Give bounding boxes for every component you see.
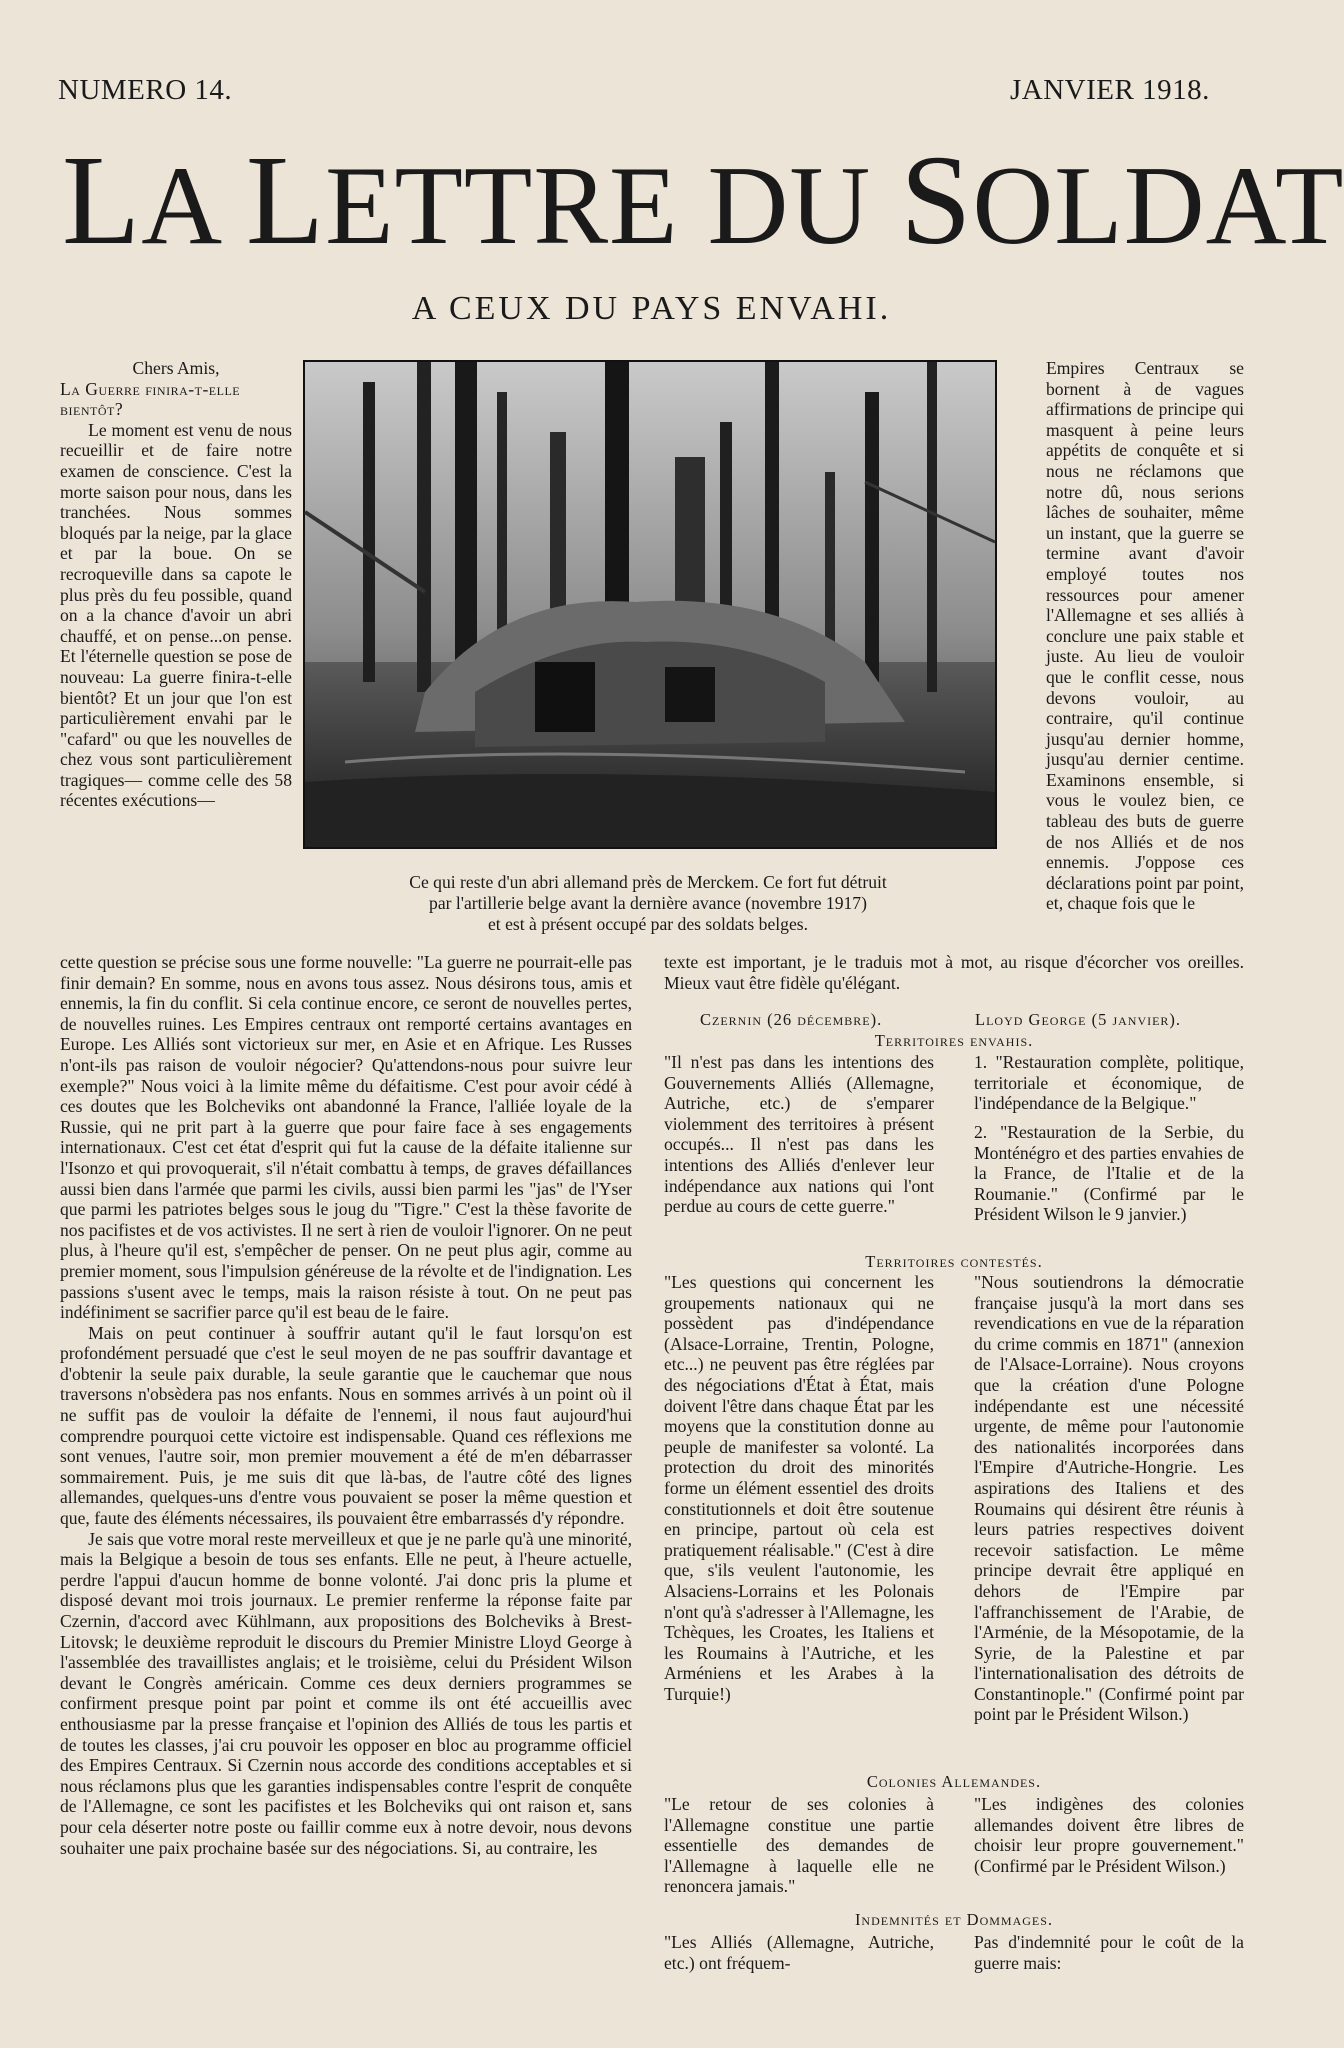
lloyd-contested-territories: "Nous soutiendrons la démocratie française jusqu'à la mort dans ses revendications en vue de la réparation du crime commis en 1871" (annexion de l'Alsace-Lorraine). Nous croyons que la création d'une Pologne indépendante est une nécessité urgente, de même pour l'autonomie des nationalités incorporées dans l'Empire d'Autriche-Hongrie. Les aspirations des Italiens et des Roumains qui désirent être réunis à leurs patries respectives doivent recevoir satisfaction. Le même principe devrait être appliqué en dehors de l'Empire par l'affranchissement de l'Arabie, de l'Arménie, de la Mésopotamie, de la Syrie, de la Palestine et par l'internationalisation des détroits de Constantinople." (Confirmé point par point par le Président Wilson.) [974, 1272, 1244, 1725]
newspaper-subtitle: A CEUX DU PAYS ENVAHI. [411, 290, 892, 327]
lloyd-indemnities: Pas d'indemnité pour le coût de la guerre mais: [974, 1932, 1244, 1973]
left-column [60, 358, 292, 811]
section-heading: La Guerre finira-t-elle bientôt? [60, 378, 241, 420]
issue-number: NUMERO 14. [58, 74, 233, 106]
photo-caption [303, 872, 993, 935]
right-column-top: Empires Centraux se bornent à de vagues affirmations de principe qui masquent à peine leurs appétits de conquête et si nous ne réclamons que notre dû, nous serions lâches de souhaiter, même un instant, que la guerre se termine avant d'avoir employé toutes nos ressources pour amener l'Allemagne et ses alliés à conclure une paix stable et juste. Au lieu de vouloir que le conflit cesse, nous devons vouloir, au contraire, qu'il continue jusqu'au dernier homme, jusqu'au dernier centime. Examinons ensemble, si vous le voulez bien, ce tableau des buts de guerre de nos Alliés et de nos ennemis. J'oppose ces déclarations point par point, et, chaque fois que le [1046, 358, 1244, 914]
czernin-heading: Czernin (26 décembre). [700, 1010, 883, 1029]
lloyd-point-1: 1. "Restauration complète, politique, territoriale et économique, de l'indépendance de la Belgique." [974, 1052, 1244, 1114]
lloyd-colonies: "Les indigènes des colonies allemandes doivent être libres de choisir leur propre gouvernement." (Confirmé par le Président Wilson.) [974, 1794, 1244, 1876]
caption-line: par l'artillerie belge avant la dernière avance (novembre 1917) [429, 893, 867, 913]
caption-line: et est à présent occupé par des soldats belges. [488, 914, 808, 934]
czernin-occupied-territories: "Il n'est pas dans les intentions des Gouvernements Alliés (Allemagne, Autriche, etc.) de s'emparer violemment des territoires à présent occupés... Il n'est pas dans les intentions des Alliés d'enlever leur indépendance aux nations qui l'ont perdue au cours de cette guerre." [664, 1052, 934, 1217]
czernin-indemnities: "Les Alliés (Allemagne, Autriche, etc.) ont fréquem- [664, 1932, 934, 1973]
paragraph: Je sais que votre moral reste merveilleux et que je ne parle qu'à une minorité, mais la Belgique a besoin de tous ses enfants. Elle ne peut, à l'heure actuelle, perdre l'appui d'aucun homme de bonne volonté. J'ai donc pris la plume et disposé devant moi trois journaux. Le premier renferme la réponse faite par Czernin, d'accord avec Kühlmann, aux propositions des Bolcheviks à Brest-Litovsk; le deuxième reproduit le discours du Premier Ministre Lloyd George à l'assemblée des travaillistes anglais; et le troisième, celui du Président Wilson devant le Congrès américain. Comme ces deux derniers programmes se confirment presque point par point et comme ils ont été accueillis avec enthousiasme par la presse française et l'opinion des Alliés de tous les partis et de toutes les classes, j'ai cru pouvoir les opposer en bloc au programme officiel des Empires Centraux. Si Czernin nous accorde des conditions acceptables et si nous réclamons plus que les garanties indispensables contre l'esprit de conquête de l'Allemagne, ce sont les pacifistes et les Bolcheviks qui ont raison et, sans pour cela déserter notre poste ou faillir comme eux à notre devoir, nous devons souhaiter une paix prochaine basée sur des négociations. Si, au contraire, les [60, 1528, 632, 1858]
section-indemnites-dommages: Indemnités et Dommages. [854, 1910, 1054, 1929]
paragraph: cette question se précise sous une forme nouvelle: "La guerre ne pourrait-elle pas finir demain? En somme, nous en avons tous assez. Nous désirons tous, amis et ennemis, la fin du conflit. Si cela continue encore, ce seront de nouvelles pertes, de nouvelles ruines. Les Empires centraux ont remporté certains avantages en Europe. Les Alliés sont victorieux sur mer, en Asie et en Afrique. Les Russes n'ont-ils pas raison de vouloir négocier? Qu'attendons-nous pour suivre leur exemple?" Nous voici à la limite même du défaitisme. C'est pour avoir cédé à ces doutes que les Bolcheviks ont abandonné la France, l'alliée loyale de la Russie, qui ne prit part à la guerre que pour faire face à ses engagements internationaux. C'est cet état d'esprit qui fut la cause de la défaite italienne sur l'Isonzo et qui provoquerait, s'il n'était combattu à temps, de graves défaillances aussi bien dans l'armée que parmi les civils, aussi bien parmi les "jas" de l'Yser que parmi les patriotes belges sous le joug du "Tigre." C'est la thèse favorite de nos pacifistes et de vos activistes. Il ne sert à rien de vouloir l'ignorer. On ne peut plus, à l'heure qu'il est, s'empêcher de penser. On ne peut plus agir, comme au premier moment, sous l'impulsion généreuse de la révolte et de l'indignation. Les passions s'usent avec le temps, mais la raison résiste à tout. On ne peut pas indéfiniment se sacrifier parce qu'il est beau de le faire. [60, 952, 632, 1323]
bunker-photo-illustration [305, 362, 995, 847]
czernin-colonies: "Le retour de ses colonies à l'Allemagne constitue une partie essentielle des demandes de l'Allemagne à laquelle elle ne renoncera jamais." [664, 1794, 934, 1897]
photo-destroyed-bunker [303, 360, 997, 849]
intro-paragraph: Le moment est venu de nous recueillir et de faire notre examen de conscience. C'est la morte saison pour nous, dans les tranchées. Nous sommes bloqués par la neige, par la glace et par la boue. On se recroqueville dans sa capote le plus près du feu possible, quand on a la chance d'avoir un abri chauffé, et on pense...on pense. Et l'éternelle question se pose de nouveau: La guerre finira-t-elle bientôt? Et un jour que l'on est particulièrement envahi par le "cafard" ou que les nouvelles de chez vous sont particulièrement tragiques— comme celle des 58 récentes exécutions— [60, 419, 292, 811]
section-colonies-allemandes: Colonies Allemandes. [866, 1772, 1042, 1791]
newspaper-title: LA LETTRE DU SOLDAT [62, 129, 1344, 271]
czernin-contested-territories: "Les questions qui concernent les groupements nationaux qui ne possèdent pas d'indépendance (Alsace-Lorraine, Trentin, Pologne, etc...) ne peuvent pas être réglées par des négociations d'État à État, mais doivent l'être dans chaque État par les moyens que la constitution donne au peuple de manifester sa volonté. La protection du droit des minorités forme un élément essentiel des droits constitutionnels et doit être soutenue en principe, partout où cela est pratiquement réalisable." (C'est à dire que, s'ils veulent l'autonomie, les Alsaciens-Lorrains et les Polonais n'ont qu'à s'adresser à l'Allemagne, les Tchèques, les Croates, les Italiens et les Roumains à l'Autriche, et les Arméniens et les Arabes à la Turquie!) [664, 1272, 934, 1704]
issue-date: JANVIER 1918. [1010, 74, 1210, 106]
lloyd-george-heading: Lloyd George (5 janvier). [975, 1010, 1182, 1029]
intro-note: texte est important, je le traduis mot à mot, au risque d'écorcher vos oreilles. Mieux vaut être fidèle qu'élégant. [664, 952, 1244, 993]
section-territoires-envahis: Territoires envahis. [874, 1031, 1034, 1050]
caption-line: Ce qui reste d'un abri allemand près de Merckem. Ce fort fut détruit [409, 872, 887, 892]
paragraph: Mais on peut continuer à souffrir autant qu'il le faut lorsqu'on est profondément persuadé que c'est le seul moyen de ne pas souffrir davantage et d'obtenir la seule paix durable, la seule garantie que le cauchemar que nous traversons n'obsèdera pas nos enfants. Nous en sommes arrivés à un point où il ne suffit pas de vouloir la défaite de l'ennemi, il nous faut aujourd'hui comprendre pourquoi cette victoire est indispensable. Quand ces réflexions me sont venues, l'autre soir, mon premier mouvement a été de m'en débarrasser sommairement. Puis, je me suis dit que là-bas, de l'autre côté des lignes allemandes, quelques-uns d'entre vous pouvaient se poser la même question et que, faute des éléments nécessaires, ils pouvaient être embarrassés d'y répondre. [60, 1322, 632, 1529]
greeting: Chers Amis, [132, 358, 220, 378]
main-left-column [60, 952, 632, 1858]
lloyd-point-2: 2. "Restauration de la Serbie, du Monténégro et des parties envahies de la France, de l'Italie et de la Roumanie." (Confirmé par le Président Wilson le 9 janvier.) [974, 1122, 1244, 1225]
section-territoires-contestes: Territoires contestés. [865, 1252, 1043, 1271]
